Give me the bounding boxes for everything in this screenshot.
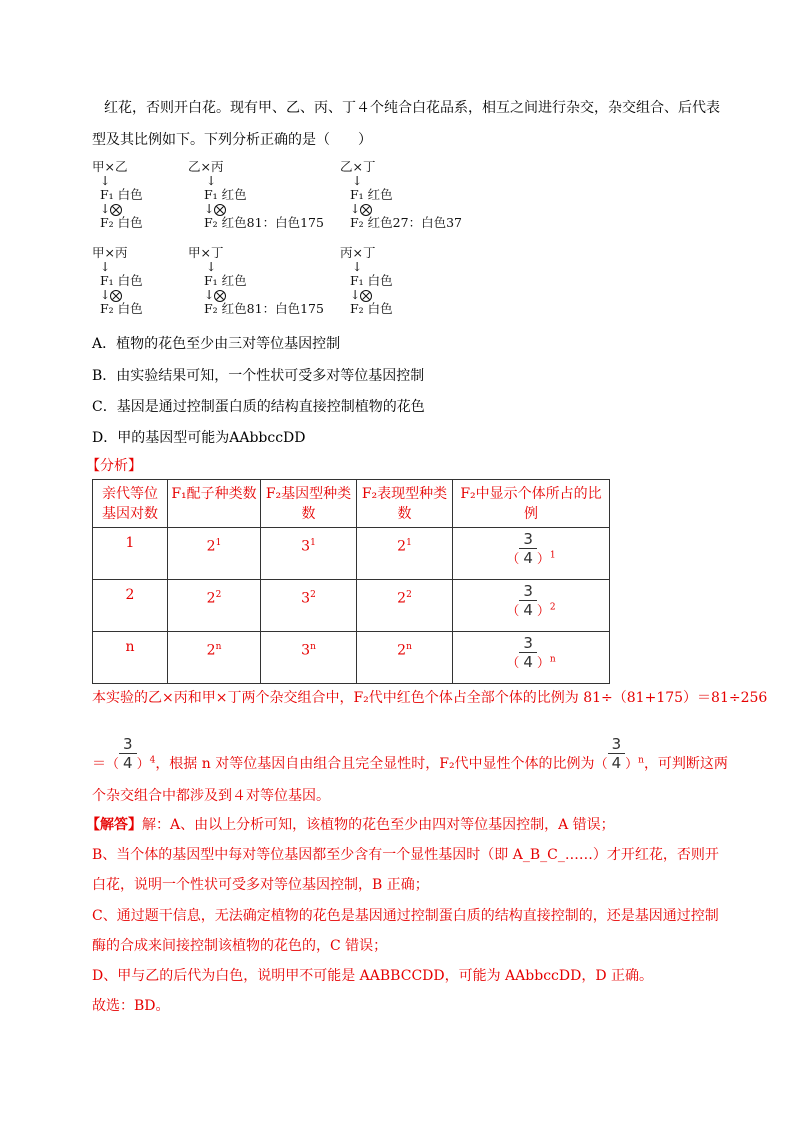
selfing-icon bbox=[360, 204, 372, 216]
table-cell: （ $\frac{3}{4}$ ）$^2$ bbox=[453, 580, 610, 632]
option-a: A．植物的花色至少由三对等位基因控制 bbox=[92, 336, 341, 352]
cross-f2: F₂ 红色81：白色175 bbox=[204, 215, 324, 230]
down-arrow-icon: ↓ bbox=[350, 287, 361, 302]
down-arrow-icon: ↓ bbox=[206, 259, 217, 274]
cross-2 bbox=[188, 160, 324, 230]
table-cell: （ $\frac{3}{4}$ ）$^1$ bbox=[453, 528, 610, 580]
cross-parents: 乙×丙 bbox=[188, 159, 224, 174]
cross-f1: F₁ 红色 bbox=[350, 187, 393, 202]
analysis-line-3: 个杂交组合中都涉及到４对等位基因。 bbox=[92, 788, 330, 804]
table-cell: 1 bbox=[93, 528, 168, 580]
table-cell: $2^2$ bbox=[357, 580, 453, 632]
cross-f2: F₂ 红色81：白色175 bbox=[204, 301, 324, 316]
down-arrow-icon: ↓ bbox=[204, 201, 215, 216]
answer-final: 故选：BD。 bbox=[92, 998, 170, 1014]
selfing-icon bbox=[110, 204, 122, 216]
cross-3 bbox=[340, 160, 462, 230]
table-cell: 2$^n$ bbox=[357, 632, 453, 684]
option-d: D．甲的基因型可能为AAbbccDD bbox=[92, 430, 306, 446]
cross-parents: 甲×乙 bbox=[92, 159, 128, 174]
table-row bbox=[93, 528, 610, 580]
table-cell: $3^1$ bbox=[261, 528, 357, 580]
analysis-line-2: ＝（ $\frac{3}{4}$ ）$^4$，根据 n 对等位基因自由组合且完全显性时，F₂代中显性个体的比例为（ $\frac{3}{4}$ ）$^n$，可判断这两 bbox=[92, 735, 728, 772]
table-cell: （ $\frac{3}{4}$ ）$^n$ bbox=[453, 632, 610, 684]
table-header: F₂表现型种类数 bbox=[357, 480, 453, 528]
cross-f1: F₁ 白色 bbox=[100, 187, 143, 202]
down-arrow-icon: ↓ bbox=[100, 259, 111, 274]
cross-f1: F₁ 白色 bbox=[350, 273, 393, 288]
cross-6 bbox=[340, 246, 393, 316]
down-arrow-icon: ↓ bbox=[100, 201, 111, 216]
cross-f2: F₂ 白色 bbox=[100, 301, 143, 316]
down-arrow-icon: ↓ bbox=[350, 201, 361, 216]
cross-1 bbox=[92, 160, 143, 230]
table-header: F₂中显示个体所占的比例 bbox=[453, 480, 610, 528]
fraction: $\frac{3}{4}$ bbox=[608, 735, 626, 772]
answer-line-1: 【解答】解：A、由以上分析可知，该植物的花色至少由四对等位基因控制，A 错误； bbox=[86, 817, 615, 833]
analysis-label: 【分析】 bbox=[86, 458, 142, 474]
cross-parents: 甲×丁 bbox=[188, 245, 224, 260]
table-cell: $3^2$ bbox=[261, 580, 357, 632]
cross-f2: F₂ 红色27：白色37 bbox=[350, 215, 462, 230]
down-arrow-icon: ↓ bbox=[100, 287, 111, 302]
selfing-icon bbox=[360, 290, 372, 302]
table-cell: 3$^n$ bbox=[261, 632, 357, 684]
table-row bbox=[93, 580, 610, 632]
table-cell: n bbox=[93, 632, 168, 684]
down-arrow-icon: ↓ bbox=[206, 173, 217, 188]
table-cell: 2 bbox=[93, 580, 168, 632]
selfing-icon bbox=[110, 290, 122, 302]
answer-line-2: B、当个体的基因型中每对等位基因都至少含有一个显性基因时（即 A_B_C_……）才开红花，否则开 bbox=[92, 847, 719, 863]
cross-parents: 甲×丙 bbox=[92, 245, 128, 260]
table-header: 亲代等位基因对数 bbox=[93, 480, 168, 528]
analysis-line-1: 本实验的乙×丙和甲×丁两个杂交组合中，F₂代中红色个体占全部个体的比例为 81÷（81+175）＝81÷256 bbox=[92, 690, 768, 706]
table-header-row bbox=[93, 480, 610, 528]
table-header: F₁配子种类数 bbox=[168, 480, 261, 528]
down-arrow-icon: ↓ bbox=[100, 173, 111, 188]
selfing-icon bbox=[214, 290, 226, 302]
answer-line-3: 白花，说明一个性状可受多对等位基因控制，B 正确； bbox=[92, 877, 429, 893]
cross-f1: F₁ 红色 bbox=[204, 273, 247, 288]
question-text-line-1: 红花，否则开白花。现有甲、乙、丙、丁４个纯合白花品系，相互之间进行杂交，杂交组合、后代表 bbox=[104, 100, 720, 116]
cross-f1: F₁ 白色 bbox=[100, 273, 143, 288]
cross-4 bbox=[92, 246, 143, 316]
cross-f2: F₂ 白色 bbox=[100, 215, 143, 230]
down-arrow-icon: ↓ bbox=[204, 287, 215, 302]
fraction: $\frac{3}{4}$ bbox=[519, 530, 537, 567]
genetics-table bbox=[92, 479, 610, 684]
table-cell: 2$^n$ bbox=[168, 632, 261, 684]
table-cell: $2^1$ bbox=[168, 528, 261, 580]
table-cell: $2^2$ bbox=[168, 580, 261, 632]
fraction: $\frac{3}{4}$ bbox=[519, 634, 537, 671]
fraction: $\frac{3}{4}$ bbox=[119, 735, 137, 772]
fraction: $\frac{3}{4}$ bbox=[519, 582, 537, 619]
cross-parents: 乙×丁 bbox=[340, 159, 376, 174]
down-arrow-icon: ↓ bbox=[352, 173, 363, 188]
table-row bbox=[93, 632, 610, 684]
table-header: F₂基因型种类数 bbox=[261, 480, 357, 528]
cross-5 bbox=[188, 246, 324, 316]
answer-line-6: D、甲与乙的后代为白色，说明甲不可能是 AABBCCDD，可能为 AAbbccDD，D 正确。 bbox=[92, 968, 654, 984]
answer-line-5: 酶的合成来间接控制该植物的花色的，C 错误； bbox=[92, 938, 388, 954]
option-c: C．基因是通过控制蛋白质的结构直接控制植物的花色 bbox=[92, 399, 425, 415]
answer-line-4: C、通过题干信息，无法确定植物的花色是基因通过控制蛋白质的结构直接控制的，还是基因通过控制 bbox=[92, 908, 719, 924]
table-cell: $2^1$ bbox=[357, 528, 453, 580]
option-b: B．由实验结果可知，一个性状可受多对等位基因控制 bbox=[92, 368, 425, 384]
cross-f1: F₁ 红色 bbox=[204, 187, 247, 202]
cross-f2: F₂ 白色 bbox=[350, 301, 393, 316]
cross-parents: 丙×丁 bbox=[340, 245, 376, 260]
answer-label: 【解答】 bbox=[86, 817, 142, 833]
question-text-line-2: 型及其比例如下。下列分析正确的是（ ） bbox=[92, 132, 372, 148]
selfing-icon bbox=[214, 204, 226, 216]
down-arrow-icon: ↓ bbox=[352, 259, 363, 274]
